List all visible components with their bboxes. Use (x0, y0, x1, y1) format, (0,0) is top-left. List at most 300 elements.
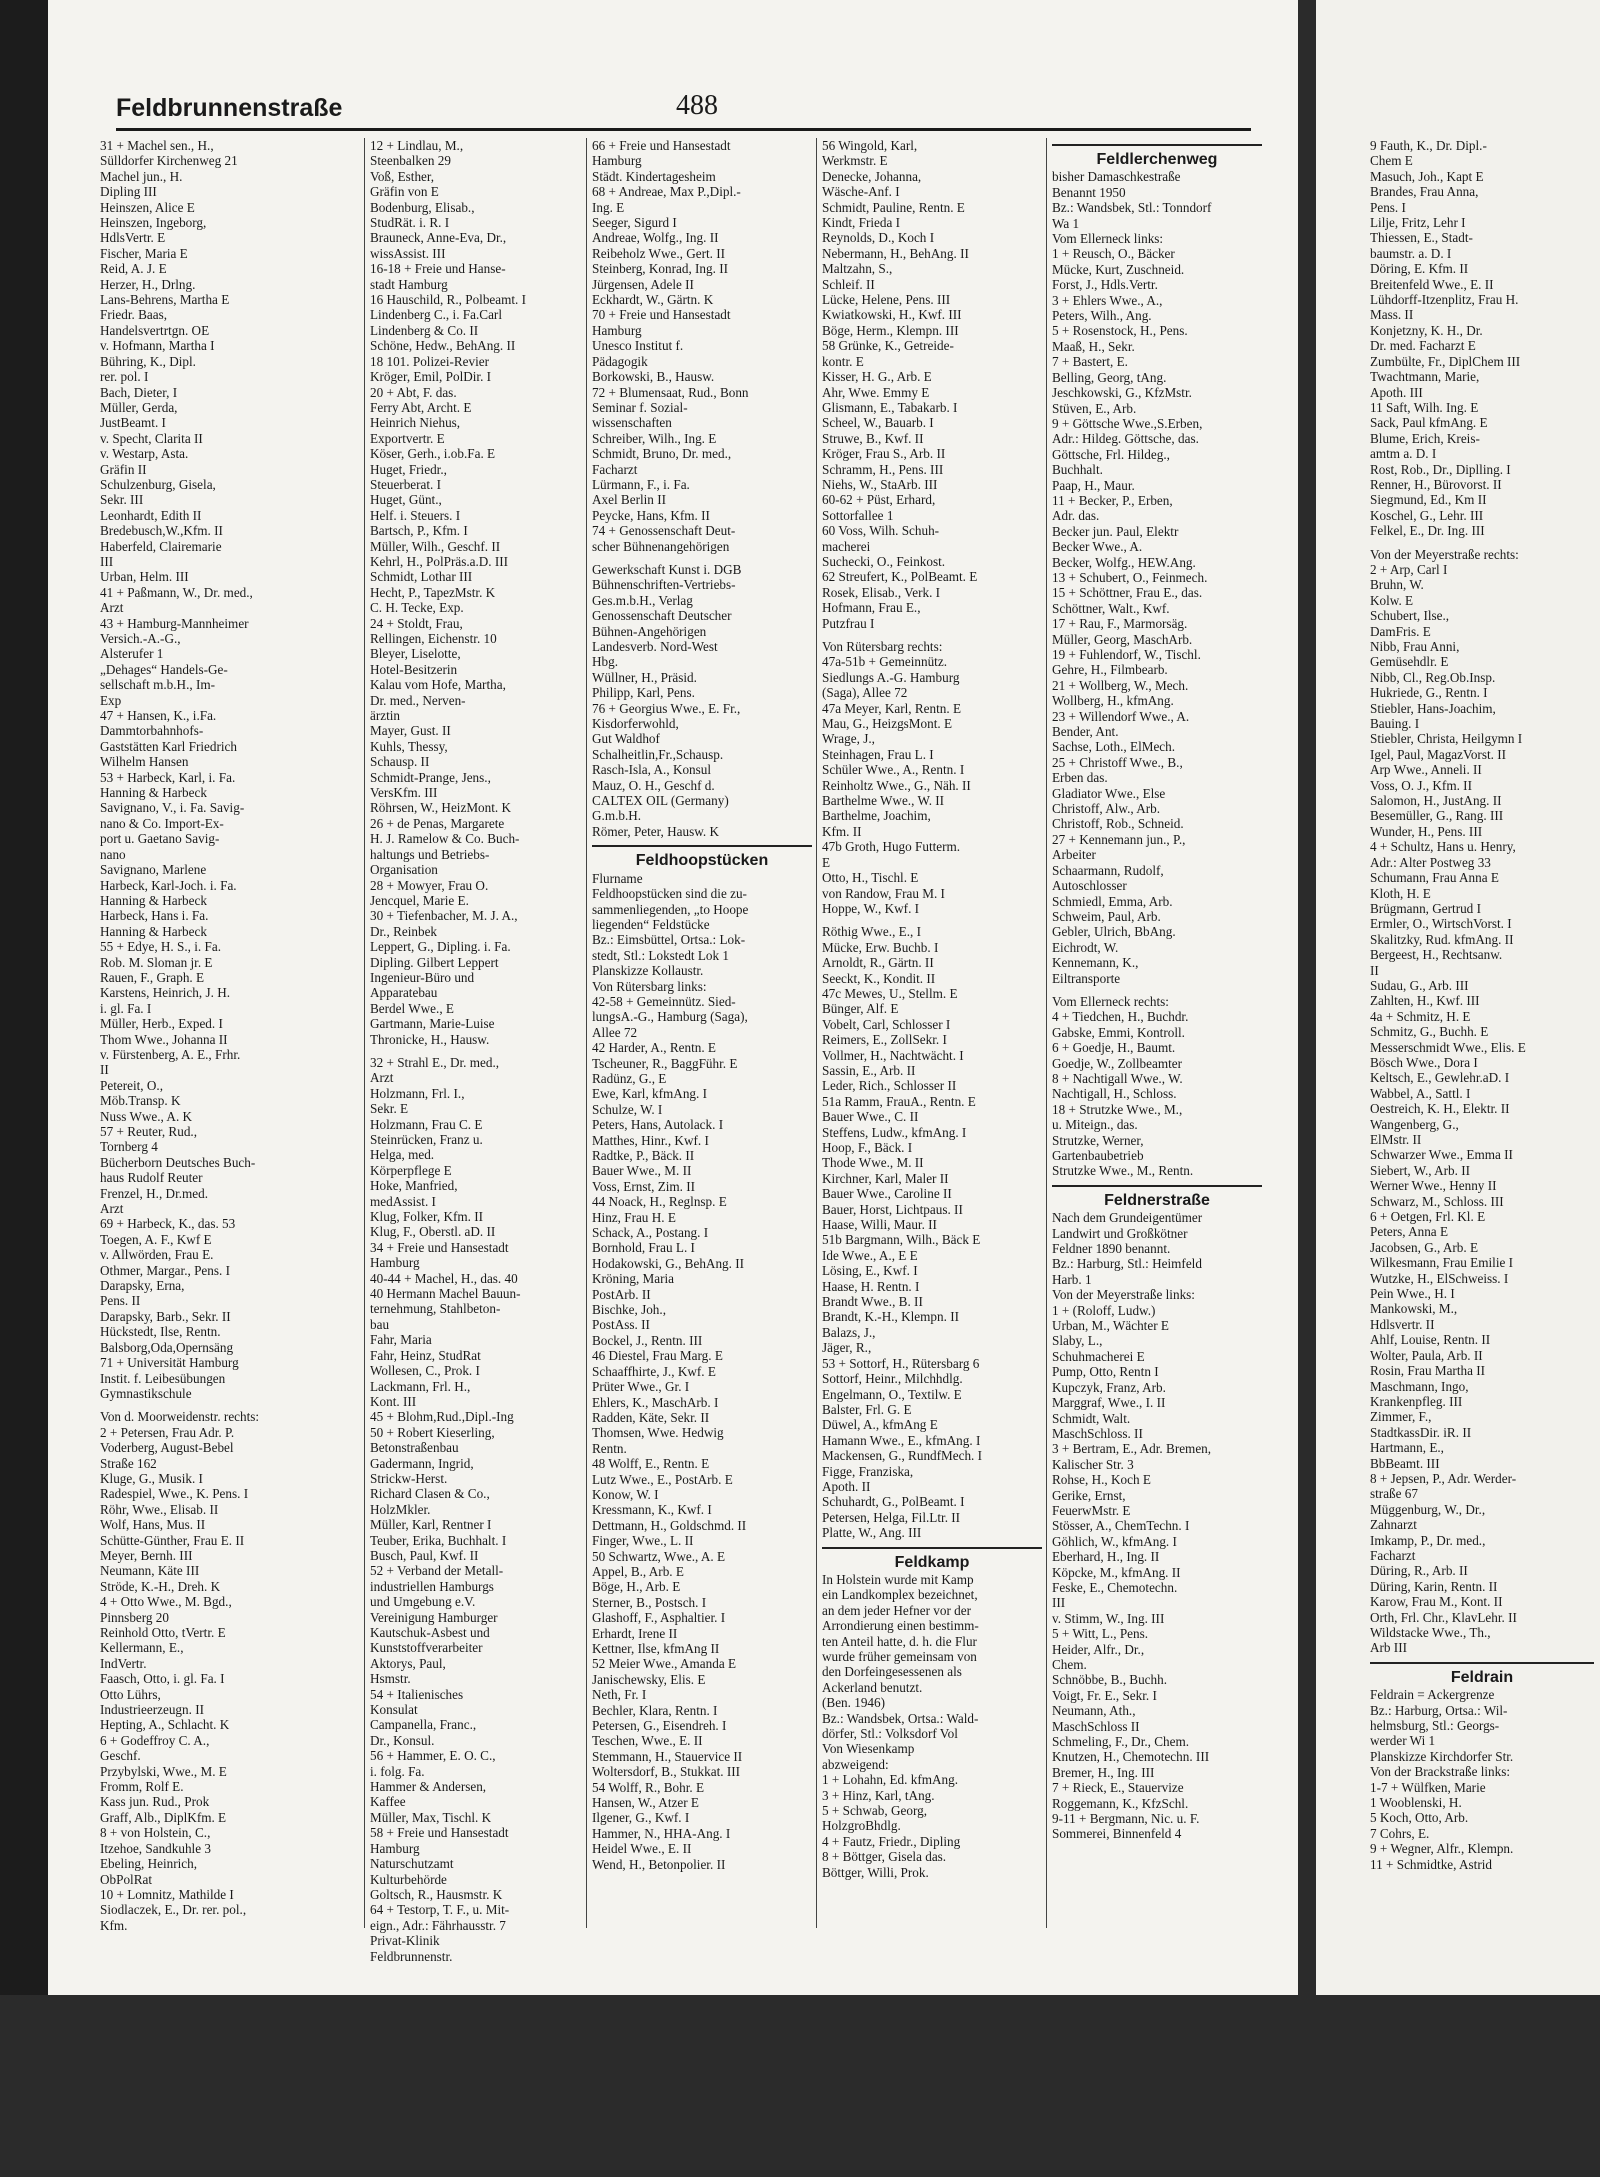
directory-entry-line: Gemüsehdlr. E (1370, 654, 1449, 670)
directory-entry-line: rer. pol. I (100, 369, 149, 385)
directory-entry-line: Bühnen-Angehörigen (592, 623, 707, 639)
directory-entry-line: Böttger, Willi, Prok. (822, 1864, 929, 1880)
directory-entry-line: Kalischer Str. 3 (1052, 1456, 1134, 1472)
directory-entry-line: Röthig Wwe., E., I (822, 924, 922, 940)
directory-entry-line: Ehlers, K., MaschArb. I (592, 1394, 719, 1410)
directory-entry-line: 4 + Fautz, Friedr., Dipling (822, 1833, 961, 1849)
directory-entry-line: Voderberg, August-Bebel (100, 1440, 234, 1456)
column-rule (1046, 138, 1047, 1928)
directory-entry-line: Stüven, E., Arb. (1052, 400, 1137, 416)
directory-entry-line: Heinrich Niehus, (370, 415, 461, 431)
directory-entry-line: Handelsvertrtgn. OE (100, 322, 210, 338)
directory-entry-line: Lackmann, Frl. H., (370, 1378, 471, 1394)
directory-entry-line: Knutzen, H., Chemotechn. III (1052, 1749, 1210, 1765)
directory-entry-line: Christoff, Rob., Schneid. (1052, 816, 1184, 832)
directory-entry-line: Möb.Transp. K (100, 1093, 181, 1109)
directory-entry-line: Campanella, Franc., (370, 1717, 477, 1733)
directory-entry-line: Schalheitlin,Fr.,Schausp. (592, 746, 724, 762)
directory-entry-line: Seminar f. Sozial- (592, 399, 688, 415)
directory-entry-line: Brandes, Frau Anna, (1370, 184, 1479, 200)
directory-entry-line: (Ben. 1946) (822, 1695, 885, 1711)
directory-entry-line: Jäger, R., (822, 1340, 872, 1356)
directory-entry-line: Von Rütersbarg links: (592, 978, 707, 994)
directory-entry-line: Reibeholz Wwe., Gert. II (592, 245, 726, 261)
directory-entry-line: 45 + Blohm,Rud.,Dipl.-Ing (370, 1409, 514, 1425)
directory-entry-line: Düring, Karin, Rentn. II (1370, 1578, 1498, 1594)
directory-entry-line: 71 + Universität Hamburg (100, 1355, 239, 1371)
directory-entry-line: Wunder, H., Pens. III (1370, 823, 1483, 839)
directory-entry-line: Siodlaczek, E., Dr. rer. pol., (100, 1902, 247, 1918)
directory-entry-line: Hammer & Andersen, (370, 1779, 487, 1795)
directory-entry-line: port u. Gaetano Savig- (100, 831, 220, 847)
section-heading: Feldnerstraße (1104, 1191, 1210, 1209)
directory-entry-line: Hamann Wwe., E., kfmAng. I (822, 1432, 981, 1448)
directory-entry-line: 3 + Hinz, Karl, tAng. (822, 1787, 935, 1803)
directory-entry-line: Kettner, Ilse, kfmAng II (592, 1641, 720, 1656)
directory-entry-line: Mücke, Kurt, Zuschneid. (1052, 261, 1185, 277)
directory-entry-line: 12 + Lindlau, M., (370, 138, 464, 153)
directory-entry-line: Friedr. Baas, (100, 307, 168, 323)
directory-entry-line: Voigt, Fr. E., Sekr. I (1052, 1687, 1157, 1703)
directory-entry-line: Versich.-A.-G., (100, 631, 181, 646)
directory-entry-line: Ermler, O., WirtschVorst. I (1370, 916, 1512, 932)
directory-entry-line: Richard Clasen & Co., (370, 1486, 490, 1502)
directory-entry-line: Schaaffhirte, J., Kwf. E (592, 1363, 716, 1379)
directory-entry-line: Bach, Dieter, I (100, 384, 178, 400)
directory-entry-line: Pinnsberg 20 (100, 1609, 169, 1625)
directory-entry-line: Steuerberat. I (370, 476, 442, 492)
directory-entry-line: Kass jun. Rud., Prok (100, 1794, 210, 1810)
directory-entry-line: Kellermann, E., (100, 1640, 184, 1656)
directory-entry-line: Kunststoffverarbeiter (370, 1640, 483, 1656)
directory-entry-line: 42 Harder, A., Rentn. E (592, 1040, 716, 1056)
directory-entry-line: Heinszen, Ingeborg, (100, 215, 207, 231)
directory-entry-line: Hodakowski, G., BehAng. II (592, 1255, 745, 1271)
directory-entry-line: Stiebler, Christa, Heilgymn I (1370, 731, 1523, 747)
directory-entry-line: Bz.: Wandsbek, Stl.: Tonndorf (1052, 200, 1212, 216)
directory-entry-line: 6 + Godeffroy C. A., (100, 1732, 210, 1748)
directory-entry-line: Hamburg (370, 1255, 420, 1271)
directory-entry-line: Koschel, G., Lehr. III (1370, 507, 1484, 523)
directory-entry-line: Otto, H., Tischl. E (822, 870, 919, 886)
directory-entry-line: Konsulat (370, 1702, 418, 1718)
directory-entry-line (822, 631, 1042, 639)
directory-entry-line: Köser, Gerh., i.ob.Fa. E (370, 446, 496, 462)
directory-entry-line: Konow, W. I (592, 1486, 659, 1502)
directory-entry-line: Schulzenburg, Gisela, (100, 476, 216, 492)
section-rule (592, 845, 812, 847)
directory-entry-line: kontr. E (822, 353, 864, 369)
directory-entry-line: Schuhmacherei E (1052, 1348, 1145, 1364)
directory-entry-line: Graff, Alb., DiplKfm. E (100, 1809, 227, 1825)
directory-entry-line: Gewerkschaft Kunst i. DGB (592, 561, 742, 577)
directory-entry-line: Machel jun., H. (100, 168, 183, 184)
directory-entry-line: Glismann, E., Tabakarb. I (822, 399, 958, 415)
directory-entry-line: 26 + de Penas, Margarete (370, 815, 505, 831)
directory-entry-line: Fahr, Maria (370, 1332, 432, 1348)
directory-entry-line: Nibb, Cl., Reg.Ob.Insp. (1370, 669, 1496, 685)
directory-entry-line: Pein Wwe., H. I (1370, 1286, 1455, 1302)
directory-entry-line: Thom Wwe., Johanna II (100, 1031, 228, 1047)
directory-entry-line: Rost, Rob., Dr., Diplling. I (1370, 461, 1511, 477)
directory-entry-line: Hdlsvertr. II (1370, 1316, 1435, 1332)
directory-entry-line: 58 Grünke, K., Getreide- (822, 338, 954, 354)
directory-entry-line: Toegen, A. F., Kwf E (100, 1231, 212, 1247)
directory-entry-line: Werkmstr. E (822, 153, 888, 169)
directory-entry-line: stadt Hamburg (370, 276, 448, 292)
directory-entry-line: 4a + Schmitz, H. E (1370, 1008, 1471, 1024)
directory-entry-line: Lindenberg C., i. Fa.Carl (370, 307, 502, 323)
directory-entry-line: Hepting, A., Schlacht. K (100, 1717, 230, 1733)
directory-entry-line: Wildstacke Wwe., Th., (1370, 1625, 1491, 1640)
directory-entry-line: 47 + Hansen, K., i.Fa. (100, 708, 217, 724)
directory-entry-line: Chem. (1052, 1657, 1087, 1672)
directory-entry-line: Woltersdorf, B., Stukkat. III (592, 1764, 741, 1780)
directory-entry-line: Balazs, J., (822, 1324, 876, 1340)
directory-entry-line: Arrondierung einen bestimm- (822, 1618, 979, 1634)
directory-entry-line: Hansen, W., Atzer E (592, 1795, 699, 1811)
directory-entry-line: Mauz, O. H., Geschf d. (592, 777, 715, 793)
directory-entry-line: eign., Adr.: Fährhausstr. 7 (370, 1917, 506, 1933)
directory-entry-line: 9 + Wegner, Alfr., Klempn. (1370, 1841, 1514, 1857)
directory-entry-line: 47b Groth, Hugo Futterm. (822, 839, 961, 855)
directory-entry-line: Petersen, G., Eisendreh. I (592, 1718, 727, 1734)
directory-entry-line: 24 + Stoldt, Frau, (370, 615, 463, 631)
directory-entry-line: 60 Voss, Wilh. Schuh- (822, 523, 940, 539)
directory-entry-line: Helga, med. (370, 1147, 435, 1163)
directory-entry-line: Dipling III (100, 184, 157, 200)
directory-entry-line: Thomsen, Wwe. Hedwig (592, 1425, 724, 1441)
directory-entry-line: Barthelme, Joachim, (822, 808, 931, 824)
directory-entry-line: Bodenburg, Elisab., (370, 199, 475, 215)
directory-entry-line: Köpcke, M., kfmAng. II (1052, 1564, 1181, 1580)
directory-entry-line: Bartsch, P., Kfm. I (370, 523, 468, 539)
directory-entry-line (1370, 539, 1594, 547)
directory-entry-line: Vom Ellerneck links: (1052, 231, 1164, 247)
directory-entry-line: Hsmstr. (370, 1671, 411, 1687)
directory-entry-line: Vollmer, H., Nachtwächt. I (822, 1047, 964, 1063)
directory-entry-line: 21 + Wollberg, W., Mech. (1052, 677, 1189, 693)
directory-entry-line: Radtke, P., Bäck. II (592, 1148, 695, 1163)
directory-entry-line: Wa 1 (1052, 215, 1080, 231)
directory-entry-line: Neumann, Ath., (1052, 1703, 1136, 1719)
directory-entry-line: Römer, Peter, Hausw. K (592, 823, 720, 839)
directory-entry-line: Schack, A., Postang. I (592, 1225, 709, 1241)
directory-entry-line: 1 + Reusch, O., Bäcker (1052, 246, 1175, 262)
directory-entry-line: Zahnarzt (1370, 1517, 1417, 1533)
directory-entry-line: Bechler, Klara, Rentn. I (592, 1702, 718, 1718)
directory-entry-line: StudRät. i. R. I (370, 215, 450, 231)
directory-entry-line: Voss, O. J., Kfm. II (1370, 777, 1472, 793)
directory-entry-line: 43 + Hamburg-Mannheimer (100, 615, 249, 631)
directory-entry-line: Gartmann, Marie-Luise (370, 1016, 495, 1032)
directory-entry-line: 40-44 + Machel, H., das. 40 (370, 1270, 518, 1286)
directory-entry-line: Hückstedt, Ilse, Rentn. (100, 1324, 221, 1340)
directory-entry-line: Schausp. II (370, 754, 430, 770)
directory-entry-line: Struwe, B., Kwf. II (822, 430, 924, 446)
column-2 (370, 138, 582, 1964)
directory-entry-line: Othmer, Margar., Pens. I (100, 1262, 230, 1278)
directory-entry-line: Von d. Moorweidenstr. rechts: (100, 1409, 260, 1425)
directory-entry-line: Roggemann, K., KfzSchl. (1052, 1795, 1189, 1811)
directory-entry-line: Lindenberg & Co. II (370, 322, 479, 338)
directory-entry-line: Rosin, Frau Martha II (1370, 1363, 1486, 1379)
directory-entry-line: v. Fürstenberg, A. E., Frhr. (100, 1046, 241, 1062)
directory-entry-line: 64 + Testorp, T. F., u. Mit- (370, 1902, 510, 1918)
directory-entry-line: Bockel, J., Rentn. III (592, 1332, 703, 1348)
directory-entry-line: Haase, H. Rentn. I (822, 1278, 920, 1294)
directory-entry-line: Schmidt, Lothar III (370, 569, 473, 585)
directory-entry-line: Hamburg (592, 322, 642, 338)
directory-entry-line: Stemmann, H., Stauervice II (592, 1748, 743, 1764)
directory-entry-line: Hotel-Besitzerin (370, 661, 458, 677)
directory-entry-line: Schwarz, M., Schloss. III (1370, 1193, 1504, 1209)
directory-entry-line: Becker, Wolfg., HEW.Ang. (1052, 554, 1196, 570)
directory-entry-line: Eberhard, H., Ing. II (1052, 1549, 1160, 1565)
directory-entry-line: Wilkesmann, Frau Emilie I (1370, 1255, 1514, 1271)
directory-entry-line: Müller, Herb., Exped. I (100, 1016, 223, 1032)
directory-entry-line: Vereinigung Hamburger (370, 1609, 498, 1625)
directory-entry-line: Hammer, N., HHA-Ang. I (592, 1825, 731, 1841)
directory-entry-line: Industrieerzeugn. II (100, 1702, 204, 1718)
directory-entry-line: Geschf. (100, 1748, 141, 1764)
directory-entry-line: Hanning & Harbeck (100, 923, 207, 939)
directory-entry-line: HolzMkler. (370, 1501, 431, 1517)
directory-entry-line: Flurname (592, 870, 643, 886)
directory-entry-line: Darapsky, Erna, (100, 1278, 185, 1294)
directory-entry-line: Fischer, Maria E (100, 245, 188, 261)
directory-entry-line: Hamburg (370, 1840, 420, 1856)
directory-entry-line: Apoth. III (1370, 384, 1423, 400)
directory-entry-line: Aktorys, Paul, (370, 1655, 446, 1671)
directory-entry-line: Steinrücken, Franz u. (370, 1132, 483, 1147)
directory-entry-line: Kont. III (370, 1393, 417, 1409)
directory-entry-line: Andreae, Wolfg., Ing. II (592, 230, 719, 246)
directory-entry-line: Prüter Wwe., Gr. I (592, 1379, 690, 1395)
directory-entry-line: Bauer, Horst, Lichtpaus. II (822, 1201, 963, 1217)
section-heading: Feldhoopstücken (635, 852, 769, 870)
directory-entry-line: Helf. i. Steuers. I (370, 507, 461, 523)
directory-entry-line: „Dehages“ Handels-Ge- (100, 661, 228, 677)
directory-entry-line: Pens. I (1370, 199, 1406, 215)
directory-entry-line: Harbeck, Hans i. Fa. (100, 908, 209, 924)
directory-entry-line: Stiebler, Hans-Joachim, (1370, 700, 1496, 716)
directory-entry-line: Sottorfallee 1 (822, 507, 894, 523)
directory-entry-line: Exp (100, 692, 122, 708)
column-5 (1052, 138, 1262, 1938)
directory-entry-line: Kröning, Maria (592, 1271, 675, 1287)
directory-entry-line: v. Hofmann, Martha I (100, 338, 215, 354)
directory-entry-line: Hoop, F., Bäck. I (822, 1140, 913, 1155)
directory-entry-line: IndVertr. (100, 1655, 147, 1671)
directory-entry-line: Nebermann, H., BehAng. II (822, 245, 969, 261)
directory-entry-line: Kressmann, K., Kwf. I (592, 1502, 712, 1518)
directory-entry-line: Petereit, O., (100, 1077, 163, 1093)
directory-entry-line: Jencquel, Marie E. (370, 892, 469, 908)
directory-entry-line: Von Wiesenkamp (822, 1741, 915, 1757)
directory-entry-line: Kfm. (100, 1917, 128, 1933)
directory-entry-line: Schubert, Ilse., (1370, 608, 1450, 624)
directory-entry-line: 17 + Rau, F., Marmorsäg. (1052, 616, 1188, 632)
section-rule (1052, 1185, 1262, 1187)
directory-entry-line: Schnöbbe, B., Buchh. (1052, 1672, 1168, 1688)
directory-entry-line: Mackensen, G., RundfMech. I (822, 1448, 983, 1464)
directory-entry-line: Reinhold Otto, tVertr. E (100, 1625, 226, 1640)
directory-entry-line: 1-7 + Wülfken, Marie (1370, 1779, 1486, 1795)
directory-entry-line: 54 + Italienisches (370, 1686, 464, 1702)
directory-entry-line: Kisdorferwohld, (592, 716, 679, 732)
directory-entry-line: Feldrain = Ackergrenze (1370, 1687, 1495, 1703)
directory-entry-line: Figge, Franziska, (822, 1463, 914, 1479)
directory-entry-line: 8 + Nachtigall Wwe., W. (1052, 1070, 1183, 1086)
directory-entry-line: Pens. II (100, 1293, 141, 1309)
directory-entry-line: MaschSchloss. II (1052, 1425, 1143, 1441)
directory-entry-line: Putzfrau I (822, 615, 875, 631)
directory-entry-line: Lürmann, F., i. Fa. (592, 476, 690, 492)
directory-entry-line: Dammtorbahnhofs- (100, 723, 204, 739)
directory-entry-line: Hanning & Harbeck (100, 892, 207, 908)
directory-entry-line: Barthelme Wwe., W. II (822, 793, 945, 809)
directory-entry-line: Ilgener, G., Kwf. I (592, 1810, 690, 1826)
directory-entry-line: Fromm, Rolf E. (100, 1779, 184, 1795)
directory-entry-line: Przybylski, Wwe., M. E (100, 1763, 227, 1779)
directory-entry-line: Heinszen, Alice E (100, 199, 195, 215)
directory-entry-line: Karstens, Heinrich, J. H. (100, 985, 231, 1001)
directory-entry-line: 16 Hauschild, R., Polbeamt. I (370, 292, 527, 308)
directory-entry-line: Dr., Konsul. (370, 1732, 435, 1748)
directory-entry-line: Becker jun. Paul, Elektr (1052, 523, 1179, 539)
directory-entry-line: 1 Wooblenski, H. (1370, 1795, 1462, 1811)
directory-entry-line: Harb. 1 (1052, 1271, 1092, 1287)
directory-entry-line: Itzehoe, Sandkuhle 3 (100, 1840, 211, 1856)
directory-entry-line: 50 Schwartz, Wwe., A. E (592, 1548, 726, 1564)
directory-entry-line: Adr.: Hildeg. Göttsche, das. (1052, 431, 1199, 447)
directory-entry-line: II (1370, 962, 1379, 978)
directory-entry-line: Apoth. II (822, 1478, 871, 1494)
directory-entry-line: u. Miteign., das. (1052, 1117, 1138, 1133)
directory-entry-line: Sekr. III (100, 492, 144, 508)
directory-entry-line: CALTEX OIL (Germany) (592, 793, 729, 809)
directory-entry-line: Petersen, Helga, Fil.Ltr. II (822, 1509, 961, 1525)
directory-entry-line: sammenliegenden, „to Hoope (592, 901, 749, 917)
directory-entry-line: 8 + Jepsen, P., Adr. Werder- (1370, 1470, 1517, 1486)
directory-entry-line: ein Landkomplex bezeichnet, (822, 1587, 978, 1603)
directory-entry-line: Mankowski, M., (1370, 1301, 1458, 1317)
directory-entry-line: Bischke, Joh., (592, 1302, 666, 1318)
directory-entry-line: haltungs und Betriebs- (370, 846, 490, 862)
directory-entry-line: Schmidt, Bruno, Dr. med., (592, 446, 732, 462)
directory-entry-line: Betonstraßenbau (370, 1440, 459, 1456)
directory-entry-line: Schmiedl, Emma, Arb. (1052, 893, 1173, 909)
directory-entry-line: Goltsch, R., Hausmstr. K (370, 1886, 503, 1902)
directory-entry-line: Twachtmann, Marie, (1370, 369, 1480, 385)
street-title: Feldbrunnenstraße (116, 94, 343, 122)
directory-entry-line (370, 1047, 582, 1055)
directory-entry-line: Schweim, Paul, Arb. (1052, 908, 1161, 924)
directory-entry-line: Oestreich, K. H., Elektr. II (1370, 1101, 1510, 1117)
directory-entry-line: Krankenpfleg. III (1370, 1393, 1463, 1409)
directory-entry-line: Teuber, Erika, Buchhalt. I (370, 1532, 507, 1548)
directory-entry-line: Glashoff, F., Asphaltier. I (592, 1610, 726, 1626)
directory-entry-line: Bruhn, W. (1370, 577, 1424, 593)
directory-entry-line: Erhardt, Irene II (592, 1625, 678, 1641)
directory-entry-line: industriellen Hamburgs (370, 1578, 494, 1594)
directory-entry-line: Becker Wwe., A. (1052, 539, 1143, 555)
directory-entry-line: H. J. Ramelow & Co. Buch- (370, 831, 520, 847)
directory-entry-line: Müller, Wilh., Geschf. II (370, 538, 501, 554)
directory-entry-line: Ide Wwe., A., E E (822, 1247, 918, 1263)
directory-entry-line: Gräfin II (100, 461, 147, 477)
directory-entry-line: Hofmann, Frau E., (822, 600, 921, 616)
directory-entry-line: 30 + Tiefenbacher, M. J. A., (370, 908, 518, 924)
directory-entry-line: Karow, Frau M., Kont. II (1370, 1594, 1503, 1610)
directory-entry-line: dörfer, Stl.: Volksdorf Vol (822, 1726, 958, 1742)
directory-entry-line: 4 + Schultz, Hans u. Henry, (1370, 839, 1516, 855)
directory-entry-line: nano (100, 846, 126, 862)
directory-entry-line: Goedje, W., Zollbeamter (1052, 1055, 1183, 1071)
directory-entry-line: Breitenfeld Wwe., E. II (1370, 276, 1494, 292)
directory-entry-line: Arzt (100, 600, 124, 616)
directory-entry-line: 9 + Göttsche Wwe.,S.Erben, (1052, 415, 1203, 431)
directory-entry-line: Feldbrunnenstr. (370, 1948, 453, 1964)
directory-entry-line: Engelmann, O., Textilw. E (822, 1386, 962, 1402)
directory-entry-line: Radden, Käte, Sekr. II (592, 1409, 710, 1425)
directory-entry-line: Neth, Fr. I (592, 1687, 647, 1703)
directory-entry-line: Kupczyk, Franz, Arb. (1052, 1379, 1166, 1395)
directory-entry-line: Stösser, A., ChemTechn. I (1052, 1518, 1190, 1534)
directory-entry-line: Belling, Georg, tAng. (1052, 369, 1167, 385)
directory-entry-line: Schaarmann, Rudolf, (1052, 862, 1164, 878)
directory-entry-line: Mayer, Gust. II (370, 723, 451, 739)
directory-entry-line: Genossenschaft Deutscher (592, 608, 732, 624)
directory-entry-line: 55 + Edye, H. S., i. Fa. (100, 939, 221, 955)
directory-entry-line: Bauer Wwe., M. II (592, 1163, 692, 1179)
directory-entry-line: Müller, Karl, Rentner I (370, 1517, 492, 1533)
directory-entry-line: von Randow, Frau M. I (822, 885, 945, 901)
directory-entry-line: Mücke, Erw. Buchb. I (822, 939, 939, 955)
directory-entry-line: Strutzke, Werner, (1052, 1132, 1144, 1148)
directory-entry-line: 28 + Mowyer, Frau O. (370, 877, 489, 893)
directory-entry-line: Suchecki, O., Feinkost. (822, 553, 946, 569)
directory-entry-line (1052, 986, 1262, 994)
directory-entry-line: Dettmann, H., Goldschmd. II (592, 1517, 747, 1533)
directory-entry-line: 1 + Lohahn, Ed. kfmAng. (822, 1772, 958, 1788)
directory-entry-line: medAssist. I (370, 1193, 436, 1209)
directory-entry-line: Seeger, Sigurd I (592, 215, 677, 231)
directory-entry-line: Kalau vom Hofe, Martha, (370, 677, 506, 693)
directory-entry-line: Pädagogik (592, 353, 648, 369)
directory-entry-line: Felkel, E., Dr. Ing. III (1370, 523, 1485, 539)
directory-entry-line: Bz.: Harburg, Stl.: Heimfeld (1052, 1256, 1202, 1272)
directory-entry-line: 27 + Kennemann jun., P., (1052, 831, 1186, 847)
directory-entry-line: Eiltransporte (1052, 970, 1121, 986)
directory-entry-line: Städt. Kindertagesheim (592, 168, 716, 184)
directory-entry-line: Schulze, W. I (592, 1101, 663, 1117)
directory-entry-line: 44 Noack, H., Reglnsp. E (592, 1194, 727, 1210)
directory-entry-line: nano & Co. Import-Ex- (100, 815, 224, 831)
directory-entry-line: Sekr. E (370, 1101, 409, 1117)
directory-entry-line: Kaffee (370, 1794, 406, 1810)
directory-entry-line: Borkowski, B., Hausw. (592, 369, 715, 385)
directory-entry-line: Düring, R., Arb. II (1370, 1563, 1468, 1579)
directory-entry-line: Wangenberg, G., (1370, 1116, 1459, 1132)
directory-entry-line: Kehrl, H., PolPräs.a.D. III (370, 553, 509, 569)
directory-entry-line: Lans-Behrens, Martha E (100, 292, 230, 308)
directory-entry-line: Landwirt und Großkötner (1052, 1225, 1188, 1241)
directory-entry-line: Kloth, H. E (1370, 885, 1431, 901)
directory-entry-line: 53 + Harbeck, Karl, i. Fa. (100, 769, 236, 785)
column-6 (1370, 138, 1594, 1938)
